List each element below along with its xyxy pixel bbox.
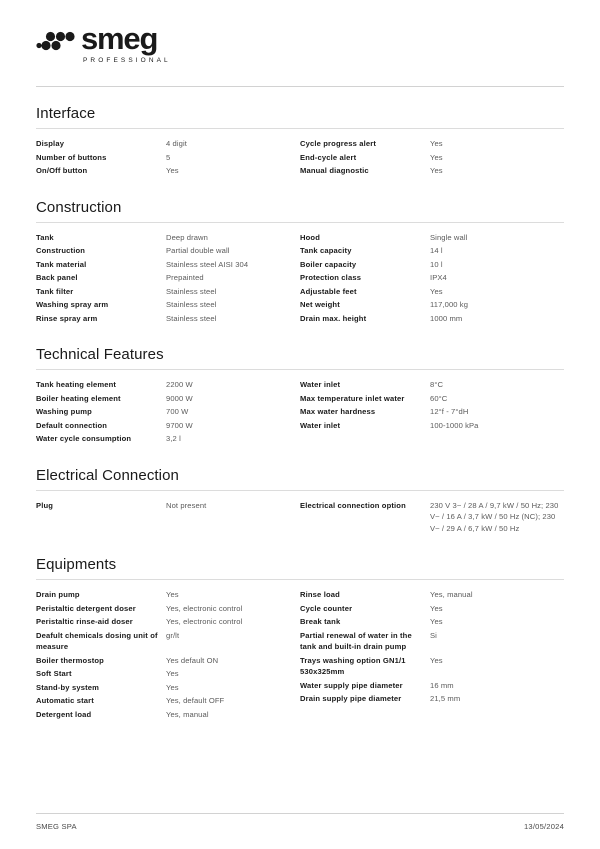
spec-value: 700 W [166,407,189,416]
spec-label: Break tank [300,617,341,626]
spec-column-right [300,500,564,537]
spec-label: Tank material [36,259,87,269]
spec-value: 16 mm [430,680,454,690]
spec-value: Partial double wall [166,246,230,255]
spec-label: Detergent load [36,709,92,719]
spec-row [36,152,292,164]
spec-value: Not present [166,500,207,510]
spec-value: 10 l [430,259,443,269]
spec-row [36,232,292,244]
spec-row [36,313,292,325]
spec-value: Yes [430,603,443,613]
spec-label: Partial renewal of water in the tank and built-in drain pump [300,630,412,651]
spec-row [36,603,292,615]
spec-sections [36,105,564,722]
spec-value: Yes, electronic control [166,617,243,626]
spec-row [36,165,292,177]
spec-label: Drain max. height [300,313,367,323]
spec-label: Peristaltic detergent doser [36,603,136,613]
spec-row [300,655,564,678]
spec-label: Water inlet [300,380,341,389]
spec-value: 9700 W [166,420,193,430]
spec-row [300,299,564,311]
spec-label: Boiler thermostop [36,655,104,665]
logo-wordmark: smeg [81,20,158,56]
spec-row [36,286,292,298]
spec-section [36,105,564,179]
spec-row [300,693,564,705]
spec-label: Boiler heating element [36,393,121,403]
spec-value: Single wall [430,232,468,242]
spec-value: 230 V 3~ / 28 A / 9,7 kW / 50 Hz; 230 V~ / 16 A / 3,7 kW / 50 Hz (NC); 230 V~ / 29 A / 6,7 kW / 50 Hz [430,500,559,533]
spec-label: Boiler capacity [300,259,357,269]
spec-value: 2200 W [166,380,193,389]
spec-label: Cycle counter [300,603,353,613]
spec-row [300,393,564,405]
smeg-dots-logo-icon [36,30,76,57]
spec-value: 1000 mm [430,313,463,323]
section-title: Construction [36,198,122,216]
section-title: Technical Features [36,346,164,363]
spec-value: IPX4 [430,273,447,282]
spec-row [300,245,564,257]
spec-value: 21,5 mm [430,694,461,703]
spec-row [300,313,564,325]
spec-label: Electrical connection option [300,500,406,510]
spec-column-left [36,232,300,327]
spec-row [300,406,564,418]
spec-value: Yes [166,669,179,678]
spec-label: Net weight [300,300,340,309]
spec-value: gr/lt [166,630,180,640]
spec-column-left [36,589,300,722]
spec-columns [36,232,564,327]
spec-value: 4 digit [166,139,187,148]
spec-column-left [36,500,300,537]
spec-row [36,299,292,311]
spec-label: Tank filter [36,286,74,296]
spec-value: Yes default ON [166,655,219,665]
spec-row [36,695,292,707]
spec-row [36,379,292,391]
spec-value: Yes [430,152,443,162]
spec-label: Stand-by system [36,682,100,692]
spec-label: Automatic start [36,696,94,705]
section-divider [36,579,564,580]
spec-row [36,682,292,694]
spec-label: Soft Start [36,669,72,678]
spec-row [300,630,564,653]
spec-value: Yes, manual [430,590,473,599]
spec-value: Yes [166,166,179,175]
spec-row [36,138,292,150]
spec-label: Tank [36,232,54,242]
spec-label: Max temperature inlet water [300,393,405,403]
spec-column-right [300,138,564,179]
spec-label: Drain supply pipe diameter [300,694,402,703]
spec-section [36,467,564,537]
spec-row [300,420,564,432]
spec-value: 9000 W [166,393,193,403]
spec-row [36,272,292,284]
footer-date: 13/05/2024 [523,822,564,831]
spec-value: Yes, electronic control [166,603,243,613]
spec-label: Washing pump [36,407,92,416]
spec-label: On/Off button [36,166,88,175]
spec-row [300,259,564,271]
spec-label: Default connection [36,420,108,430]
spec-label: Adjustable feet [300,286,357,296]
spec-value: Yes [430,617,443,626]
spec-columns [36,379,564,447]
spec-label: End-cycle alert [300,152,357,162]
spec-row [36,393,292,405]
spec-value: 14 l [430,246,443,255]
spec-value: 60°C [430,393,448,403]
section-divider [36,128,564,129]
spec-label: Water cycle consumption [36,434,132,443]
spec-section [36,199,564,327]
spec-value: Yes [430,655,443,665]
spec-value: Stainless steel AISI 304 [166,259,249,269]
logo-subtitle: PROFESSIONAL [83,56,171,64]
spec-value: 8°C [430,380,444,389]
spec-row [36,259,292,271]
page-footer [36,813,564,831]
spec-column-right [300,232,564,327]
spec-value: Deep drawn [166,232,208,242]
spec-label: Rinse spray arm [36,313,98,323]
spec-label: Cycle progress alert [300,139,377,148]
section-title: Interface [36,105,96,122]
spec-row [300,603,564,615]
spec-row [36,500,292,512]
spec-row [36,420,292,432]
spec-row [300,500,564,535]
spec-row [300,232,564,244]
spec-label: Washing spray arm [36,300,109,309]
spec-row [36,630,292,653]
spec-value: Stainless steel [166,286,217,296]
spec-row [36,589,292,601]
spec-section [36,346,564,447]
spec-label: Construction [36,246,86,255]
section-divider [36,490,564,491]
spec-value: Yes [166,590,179,599]
spec-label: Drain pump [36,590,80,599]
spec-row [36,433,292,445]
spec-label: Trays washing option GN1/1 530x325mm [300,655,406,676]
spec-value: Yes [166,682,179,692]
spec-columns [36,589,564,722]
spec-value: Si [430,630,437,640]
section-divider [36,222,564,223]
spec-value: Stainless steel [166,300,217,309]
spec-row [36,616,292,628]
spec-label: Plug [36,500,54,510]
spec-column-left [36,138,300,179]
spec-row [300,272,564,284]
spec-column-right [300,379,564,447]
spec-row [300,138,564,150]
spec-label: Max water hardness [300,407,376,416]
spec-row [300,165,564,177]
spec-columns [36,138,564,179]
spec-label: Tank capacity [300,246,352,255]
spec-label: Manual diagnostic [300,166,369,175]
spec-label: Number of buttons [36,152,107,162]
footer-company: SMEG SPA [36,822,77,831]
spec-row [36,655,292,667]
spec-label: Tank heating element [36,380,117,389]
spec-row [300,286,564,298]
spec-label: Hood [300,232,320,242]
page-header [36,0,564,86]
spec-row [300,379,564,391]
spec-value: Yes, manual [166,709,209,719]
spec-row [36,709,292,721]
spec-label: Rinse load [300,590,340,599]
spec-label: Display [36,139,65,148]
spec-value: 100-1000 kPa [430,420,479,430]
header-divider [36,86,564,87]
spec-row [36,245,292,257]
spec-value: Stainless steel [166,313,217,323]
spec-column-right [300,589,564,722]
spec-row [300,152,564,164]
spec-value: Yes, default OFF [166,696,225,705]
spec-value: 12°f - 7°dH [430,407,469,416]
section-title: Equipments [36,556,117,573]
spec-label: Protection class [300,273,362,282]
spec-value: 117,000 kg [430,300,469,309]
spec-label: Peristaltic rinse-aid doser [36,617,133,626]
smeg-logo [36,20,171,64]
spec-label: Water inlet [300,420,341,430]
smeg-logo-text [81,20,171,64]
spec-value: Prepainted [166,273,204,282]
spec-row [36,406,292,418]
spec-row [300,680,564,692]
section-title: Electrical Connection [36,466,180,484]
spec-column-left [36,379,300,447]
spec-value: 3,2 l [166,434,181,443]
spec-label: Water supply pipe diameter [300,680,403,690]
spec-value: Yes [430,166,443,175]
spec-label: Deafult chemicals dosing unit of measure [36,630,158,651]
spec-row [300,616,564,628]
spec-row [36,668,292,680]
spec-value: Yes [430,286,443,296]
spec-section [36,556,564,722]
section-divider [36,369,564,370]
spec-row [300,589,564,601]
spec-value: Yes [430,139,443,148]
spec-value: 5 [166,152,171,162]
spec-label: Back panel [36,273,78,282]
spec-columns [36,500,564,537]
